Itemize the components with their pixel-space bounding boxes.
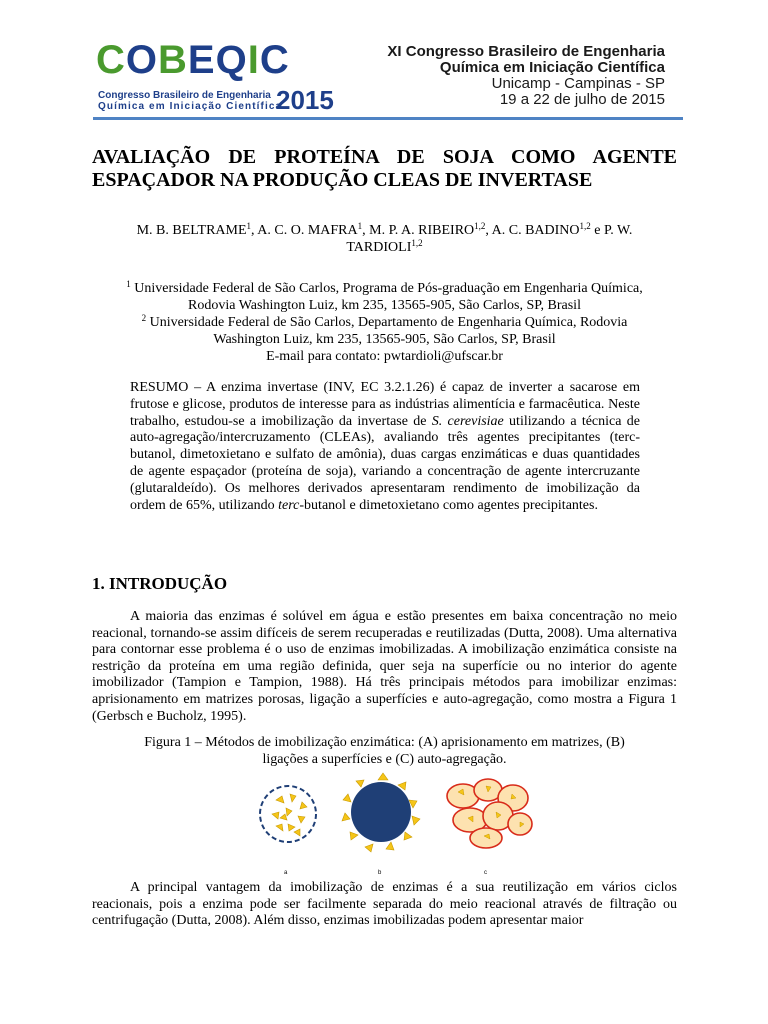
author-name: e P. W. [590,223,633,238]
abstract [130,380,640,514]
conference-name-line2: Química em Iniciação Científica [439,59,665,76]
conference-info [387,44,665,108]
author-list [92,222,677,256]
figure-immobilization-methods [258,772,558,876]
conference-name-line1: XI Congresso Brasileiro de Engenharia [387,43,665,60]
logo-year: 2015 [276,85,334,115]
abstract-species: S. cerevisiae [431,413,504,429]
author-affil-mark: 1,2 [411,238,423,248]
abstract-text: utilizando a técnica de auto-agregação/intercruzamento (CLEAs), avaliando três agentes precipitantes (terc-butanol, dimetoxietano e sulfato de amônia), duas cargas enzimáticas e duas quantidades de agente espaçador (proteína de soja), variando a concentração de agente intercruzante (glutaraldeído). Os melhores derivados apresentaram rendimento de imobilização da ordem de 65%, utilizando [130,413,640,513]
section-heading: 1. INTRODUÇÃO [92,574,228,593]
author-name: , M. P. A. RIBEIRO [362,223,475,238]
author-affil-mark: 1 [357,221,363,231]
header-rule [93,117,683,120]
author-name: , A. C. BADINO [485,223,580,238]
abstract-text: -butanol e dimetoxietano como agentes precipitantes. [299,497,598,513]
self-aggregation-diagram [447,779,532,848]
figure-caption-line: ligações a superfícies e (C) auto-agregação. [262,751,507,767]
contact-email: E-mail para contato: pwtardioli@ufscar.br [266,349,503,364]
logo-subtitle-line1: Congresso Brasileiro de Engenharia [98,90,271,101]
paper-title: AVALIAÇÃO DE PROTEÍNA DE SOJA COMO AGENTE ESPAÇADOR NA PRODUÇÃO CLEAS DE INVERTASE [92,146,677,191]
entrapment-diagram [260,786,316,842]
affiliations [92,280,677,365]
affiliation-line: Universidade Federal de São Carlos, Programa de Pós-graduação em Engenharia Química, [130,281,643,296]
abstract-text: RESUMO – A enzima invertase (INV, EC 3.2.1.26) é capaz de inverter a sacarose em frutose e glicose, produtos de interesse para as indústrias alimentícia e farmacêutica. Neste trabalho, estudou-se a imobilização da invertase de [130,380,640,429]
affil-mark: 2 [141,313,147,323]
affiliation-line: Washington Luiz, km 235, 13565-905, São Carlos, SP, Brasil [213,332,556,347]
author-affil-mark: 1,2 [474,221,486,231]
page-header [0,0,768,120]
body-paragraph: A principal vantagem da imobilização de enzimas é a sua reutilização em vários ciclos reacionais, pois a enzima pode ser facilmente separada do meio reacional através de filtração ou centrifugação (Dutta, 2008). Além disso, enzimas imobilizadas podem apresentar maior [92,880,677,929]
figure-label-c: c [484,870,487,876]
figure-label-b: b [378,870,382,876]
conference-dates: 19 a 22 de julho de 2015 [499,91,665,108]
author-affil-mark: 1 [246,221,252,231]
figure-caption [92,735,677,768]
figure-label-a: a [284,870,288,876]
logo-wordmark: COBEQIC [96,38,290,82]
author-name: TARDIOLI [346,240,412,255]
affil-mark: 1 [126,279,131,289]
author-name: M. B. BELTRAME [136,223,247,238]
author-affil-mark: 1,2 [579,221,591,231]
conference-location: Unicamp - Campinas - SP [491,75,665,92]
affiliation-line: Rodovia Washington Luiz, km 235, 13565-905, São Carlos, SP, Brasil [188,298,581,313]
affiliation-line: Universidade Federal de São Carlos, Departamento de Engenharia Química, Rodovia [146,315,628,330]
figure-caption-line: Figura 1 – Métodos de imobilização enzimática: (A) aprisionamento em matrizes, (B) [144,735,625,750]
abstract-terc: terc [278,497,300,513]
body-paragraph: A maioria das enzimas é solúvel em água e estão presentes em baixa concentração no meio reacional, tornando-se assim difíceis de serem recuperadas e reutilizadas (Dutta, 2008). Uma alternativa para contornar esse problema é o uso de enzimas imobilizadas. A imobilização enzimática consiste na restrição da proteína em uma região definida, quer seja na superfície ou no interior do agente imobilizador (Tampion e Tampion, 1988). Há três principais métodos para imobilizar enzimas: aprisionamento em matrizes porosas, ligação a superfícies e auto-agregação, como mostra a Figura 1 (Gerbsch e Bucholz, 1995). [92,609,677,724]
support-binding-diagram [342,773,420,852]
logo-subtitle-line2: Química em Iniciação Científica [98,101,283,112]
cobeqic-logo [96,38,346,116]
author-name: , A. C. O. MAFRA [251,223,358,238]
